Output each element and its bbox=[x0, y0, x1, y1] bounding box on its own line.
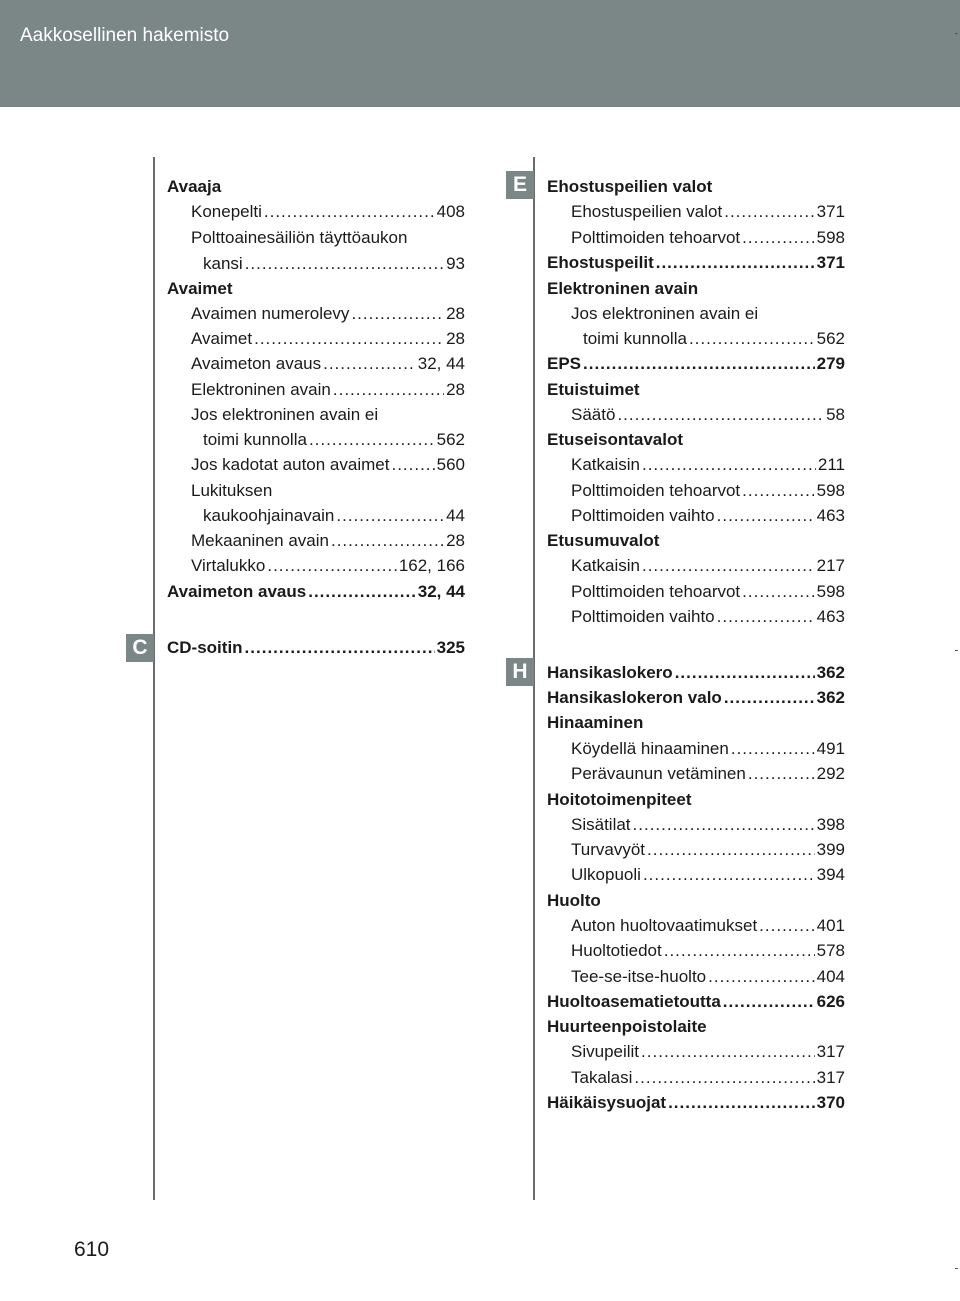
entry-label: Avaimeton avaus bbox=[167, 582, 307, 601]
entry-page: 58 bbox=[826, 405, 845, 424]
entry-page: 32, 44 bbox=[417, 354, 465, 373]
dot-leader bbox=[267, 555, 396, 577]
entry-label: Hansikaslokeron valo bbox=[547, 688, 722, 707]
dot-leader bbox=[323, 353, 416, 375]
section-badge-e: E bbox=[506, 171, 534, 199]
entry-label: Ehostuspeilit bbox=[547, 253, 654, 272]
crop-mark bbox=[955, 650, 958, 651]
dot-leader bbox=[742, 581, 814, 603]
entry-page: 28 bbox=[446, 304, 465, 323]
dot-leader bbox=[583, 353, 815, 375]
index-entry bbox=[191, 227, 465, 249]
entry-page: 211 bbox=[817, 455, 845, 474]
entry-page: 317 bbox=[816, 1068, 845, 1087]
entry-page: 93 bbox=[446, 254, 465, 273]
entry-label: Tee-se-itse-huolto bbox=[571, 967, 707, 986]
index-entry bbox=[547, 789, 845, 811]
index-entry bbox=[571, 1041, 845, 1063]
entry-page: 578 bbox=[816, 941, 845, 960]
index-entry bbox=[571, 839, 845, 861]
entry-page: 371 bbox=[816, 253, 845, 272]
dot-leader bbox=[675, 662, 815, 684]
entry-label: CD-soitin bbox=[167, 638, 243, 657]
entry-label: Elektroninen avain bbox=[547, 279, 699, 298]
index-entry bbox=[547, 278, 845, 300]
dot-leader bbox=[633, 814, 815, 836]
entry-label: Avaimen numerolevy bbox=[191, 304, 350, 323]
index-entry bbox=[191, 201, 465, 223]
dot-leader bbox=[724, 201, 814, 223]
index-entry bbox=[571, 940, 845, 962]
dot-leader bbox=[723, 991, 815, 1013]
index-entry bbox=[547, 890, 845, 912]
index-entry bbox=[191, 303, 465, 325]
index-entry bbox=[571, 555, 845, 577]
dot-leader bbox=[647, 839, 815, 861]
entry-label: Turvavyöt bbox=[571, 840, 646, 859]
index-entry bbox=[547, 530, 845, 552]
entry-label: Avaimeton avaus bbox=[191, 354, 322, 373]
index-entry bbox=[191, 555, 465, 577]
dot-leader bbox=[331, 530, 444, 552]
entry-label: Lukituksen bbox=[191, 481, 273, 500]
entry-page: 560 bbox=[436, 455, 465, 474]
index-entry bbox=[571, 763, 845, 785]
entry-label: Etusumuvalot bbox=[547, 531, 660, 550]
entry-page: 394 bbox=[816, 865, 845, 884]
entry-page: 491 bbox=[816, 739, 845, 758]
dot-leader bbox=[708, 966, 815, 988]
index-entry bbox=[571, 454, 845, 476]
entry-page: 371 bbox=[816, 202, 845, 221]
section-badge-h: H bbox=[506, 658, 534, 686]
entry-label: Huolto bbox=[547, 891, 601, 910]
entry-page: 370 bbox=[816, 1093, 845, 1112]
dot-leader bbox=[617, 404, 824, 426]
entry-label: Sivupeilit bbox=[571, 1042, 640, 1061]
index-entry bbox=[571, 201, 845, 223]
entry-page: 317 bbox=[816, 1042, 845, 1061]
index-entry bbox=[547, 353, 845, 375]
dot-leader bbox=[731, 738, 815, 760]
entry-label: Avaimet bbox=[191, 329, 253, 348]
entry-label: Ehostuspeilien valot bbox=[547, 177, 713, 196]
entry-label: Polttimoiden tehoarvot bbox=[571, 228, 741, 247]
dot-leader bbox=[333, 379, 444, 401]
entry-label: Katkaisin bbox=[571, 455, 640, 474]
left-divider bbox=[153, 157, 155, 1200]
entry-label: Polttimoiden tehoarvot bbox=[571, 481, 741, 500]
index-entry bbox=[571, 505, 845, 527]
entry-label: Polttimoiden vaihto bbox=[571, 506, 715, 525]
dot-leader bbox=[634, 1067, 814, 1089]
index-entry bbox=[203, 429, 465, 451]
index-entry bbox=[203, 505, 465, 527]
entry-label: Hoitotoimenpiteet bbox=[547, 790, 692, 809]
dot-leader bbox=[245, 637, 435, 659]
dot-leader bbox=[748, 763, 815, 785]
entry-label: Polttoainesäiliön täyttöaukon bbox=[191, 228, 408, 247]
dot-leader bbox=[742, 480, 814, 502]
dot-leader bbox=[717, 606, 815, 628]
index-entry bbox=[167, 637, 465, 659]
dot-leader bbox=[264, 201, 435, 223]
index-entry bbox=[191, 404, 465, 426]
entry-page: 408 bbox=[436, 202, 465, 221]
index-entry bbox=[571, 303, 845, 325]
entry-label: Jos elektroninen avain ei bbox=[571, 304, 759, 323]
dot-leader bbox=[742, 227, 814, 249]
index-entry bbox=[571, 915, 845, 937]
entry-label: Hinaaminen bbox=[547, 713, 644, 732]
entry-label: Huurteenpoistolaite bbox=[547, 1017, 707, 1036]
index-entry bbox=[571, 227, 845, 249]
index-entry bbox=[547, 712, 845, 734]
index-entry bbox=[191, 480, 465, 502]
entry-page: 362 bbox=[816, 688, 845, 707]
dot-leader bbox=[724, 687, 815, 709]
section-badge-c: C bbox=[126, 634, 154, 662]
dot-leader bbox=[689, 328, 815, 350]
entry-page: 562 bbox=[816, 329, 845, 348]
entry-label: Ehostuspeilien valot bbox=[571, 202, 723, 221]
index-entry bbox=[167, 176, 465, 198]
dot-leader bbox=[759, 915, 814, 937]
dot-leader bbox=[717, 505, 815, 527]
entry-label: EPS bbox=[547, 354, 582, 373]
dot-leader bbox=[336, 505, 444, 527]
entry-label: Etuistuimet bbox=[547, 380, 640, 399]
entry-label: Katkaisin bbox=[571, 556, 640, 575]
dot-leader bbox=[309, 429, 435, 451]
dot-leader bbox=[643, 864, 815, 886]
index-entry bbox=[191, 454, 465, 476]
entry-label: Huoltotiedot bbox=[571, 941, 662, 960]
entry-label: Hansikaslokero bbox=[547, 663, 673, 682]
index-entry bbox=[571, 606, 845, 628]
dot-leader bbox=[245, 253, 444, 275]
entry-label: Elektroninen avain bbox=[191, 380, 331, 399]
entry-page: 598 bbox=[816, 228, 845, 247]
entry-page: 399 bbox=[816, 840, 845, 859]
entry-page: 28 bbox=[446, 380, 465, 399]
entry-label: Avaimet bbox=[167, 279, 233, 298]
entry-page: 463 bbox=[816, 607, 845, 626]
index-entry bbox=[191, 379, 465, 401]
index-entry bbox=[547, 379, 845, 401]
entry-label: Häikäisysuojat bbox=[547, 1093, 667, 1112]
entry-label: Virtalukko bbox=[191, 556, 266, 575]
entry-page: 626 bbox=[816, 992, 845, 1011]
index-entry bbox=[571, 864, 845, 886]
entry-label: toimi kunnolla bbox=[583, 329, 687, 348]
dot-leader bbox=[642, 555, 815, 577]
entry-page: 44 bbox=[446, 506, 465, 525]
index-entry bbox=[547, 1016, 845, 1038]
dot-leader bbox=[664, 940, 815, 962]
entry-label: kaukoohjainavain bbox=[203, 506, 335, 525]
entry-page: 401 bbox=[816, 916, 845, 935]
entry-label: kansi bbox=[203, 254, 243, 273]
index-entry bbox=[547, 1092, 845, 1114]
index-entry bbox=[191, 328, 465, 350]
index-entry bbox=[547, 687, 845, 709]
header-title: Aakkosellinen hakemisto bbox=[20, 25, 230, 46]
dot-leader bbox=[391, 454, 434, 476]
index-entry bbox=[571, 814, 845, 836]
entry-page: 162, 166 bbox=[398, 556, 465, 575]
index-entry bbox=[571, 738, 845, 760]
index-entry bbox=[571, 404, 845, 426]
index-entry bbox=[571, 1067, 845, 1089]
index-entry bbox=[191, 530, 465, 552]
entry-label: Mekaaninen avain bbox=[191, 531, 329, 550]
crop-mark bbox=[955, 33, 958, 34]
entry-label: Polttimoiden tehoarvot bbox=[571, 582, 741, 601]
crop-mark bbox=[955, 1268, 958, 1269]
index-entry bbox=[583, 328, 845, 350]
index-entry bbox=[571, 480, 845, 502]
entry-label: toimi kunnolla bbox=[203, 430, 307, 449]
index-entry bbox=[547, 252, 845, 274]
index-entry bbox=[547, 176, 845, 198]
dot-leader bbox=[308, 581, 416, 603]
index-entry bbox=[547, 991, 845, 1013]
dot-leader bbox=[642, 454, 816, 476]
entry-page: 32, 44 bbox=[417, 582, 465, 601]
dot-leader bbox=[668, 1092, 815, 1114]
entry-page: 598 bbox=[816, 481, 845, 500]
entry-label: Perävaunun vetäminen bbox=[571, 764, 746, 783]
entry-label: Takalasi bbox=[571, 1068, 633, 1087]
dot-leader bbox=[351, 303, 444, 325]
page-number: 610 bbox=[74, 1238, 110, 1261]
entry-page: 28 bbox=[446, 531, 465, 550]
entry-page: 404 bbox=[816, 967, 845, 986]
index-entry bbox=[547, 662, 845, 684]
index-entry bbox=[547, 429, 845, 451]
entry-page: 362 bbox=[816, 663, 845, 682]
entry-label: Polttimoiden vaihto bbox=[571, 607, 715, 626]
index-entry bbox=[191, 353, 465, 375]
entry-label: Huoltoasematietoutta bbox=[547, 992, 721, 1011]
entry-label: Ulkopuoli bbox=[571, 865, 641, 884]
entry-label: Avaaja bbox=[167, 177, 222, 196]
entry-page: 325 bbox=[436, 638, 465, 657]
entry-label: Etuseisontavalot bbox=[547, 430, 684, 449]
dot-leader bbox=[656, 252, 815, 274]
index-entry bbox=[571, 581, 845, 603]
entry-label: Konepelti bbox=[191, 202, 262, 221]
dot-leader bbox=[641, 1041, 815, 1063]
entry-label: Jos elektroninen avain ei bbox=[191, 405, 379, 424]
entry-label: Sisätilat bbox=[571, 815, 631, 834]
entry-label: Jos kadotat auton avaimet bbox=[191, 455, 390, 474]
entry-page: 463 bbox=[816, 506, 845, 525]
entry-page: 562 bbox=[436, 430, 465, 449]
index-entry bbox=[167, 581, 465, 603]
entry-label: Auton huoltovaatimukset bbox=[571, 916, 758, 935]
entry-page: 598 bbox=[816, 582, 845, 601]
entry-page: 28 bbox=[446, 329, 465, 348]
entry-page: 279 bbox=[816, 354, 845, 373]
dot-leader bbox=[254, 328, 444, 350]
index-entry bbox=[167, 278, 465, 300]
entry-page: 292 bbox=[816, 764, 845, 783]
index-entry bbox=[571, 966, 845, 988]
entry-page: 398 bbox=[816, 815, 845, 834]
entry-label: Säätö bbox=[571, 405, 616, 424]
entry-page: 217 bbox=[816, 556, 845, 575]
entry-label: Köydellä hinaaminen bbox=[571, 739, 729, 758]
index-entry bbox=[203, 253, 465, 275]
page-header bbox=[0, 0, 960, 107]
